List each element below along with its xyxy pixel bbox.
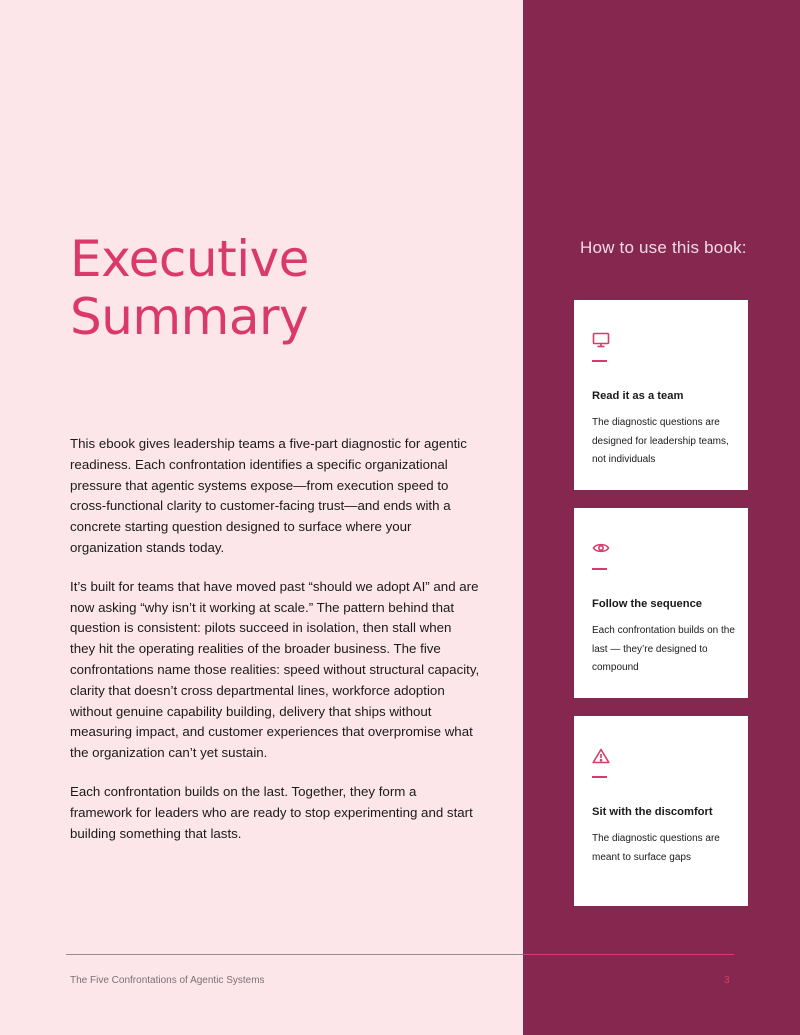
- card-description: The diagnostic questions are designed for leadership teams, not individuals: [592, 417, 729, 466]
- summary-paragraph-3: Each confrontation builds on the last. Together, they form a framework for leaders who are ready to stop experimenting and start building something that lasts.: [70, 783, 473, 841]
- page-title: [70, 230, 309, 346]
- summary-paragraph-2: It’s built for teams that have moved past “should we adopt AI” and are now asking “why isn’t it working at scale.” The pattern behind that question is consistent: pilots succeed in isolation, then stall when they hit the operating realities of the broader business. The five confrontations name those realities: speed without structural capacity, clarity that doesn’t cross departmental lines, workforce adoption without genuine capability building, delivery that ships without measuring impact, and customer experiences that overpromise what the organization can’t yet sustain.: [70, 578, 480, 761]
- warning-icon: [592, 748, 610, 764]
- sidebar-heading: How to use this book:: [580, 238, 747, 257]
- card-divider: [592, 360, 607, 362]
- card-description: The diagnostic questions are meant to surface gaps: [592, 833, 720, 863]
- card-title: Read it as a team: [592, 390, 684, 402]
- card-divider: [592, 568, 607, 570]
- card-title: Sit with the discomfort: [592, 806, 713, 818]
- footer-divider-accent: [523, 954, 734, 955]
- card-title: Follow the sequence: [592, 598, 703, 610]
- title-line-1: Executive: [70, 230, 309, 288]
- monitor-icon: [592, 332, 610, 348]
- card-description: Each confrontation builds on the last — they’re designed to compound: [592, 625, 735, 674]
- tip-card-sequence: [574, 508, 748, 698]
- title-line-2: Summary: [70, 288, 309, 346]
- summary-body: [70, 434, 480, 862]
- card-divider: [592, 776, 607, 778]
- tip-card-team: [574, 300, 748, 490]
- page-number: 3: [724, 975, 730, 986]
- summary-paragraph-1: This ebook gives leadership teams a five-part diagnostic for agentic readiness. Each confrontation identifies a specific organizational pressure that agentic systems expose—from execution speed to cross-functional clarity to customer-facing trust—and ends with a concrete starting question designed to surface where your organization stands today.: [70, 436, 467, 555]
- tip-card-discomfort: [574, 716, 748, 906]
- eye-icon: [592, 540, 610, 556]
- footer-divider: [66, 954, 523, 955]
- footer-book-title: The Five Confrontations of Agentic Systems: [70, 975, 265, 986]
